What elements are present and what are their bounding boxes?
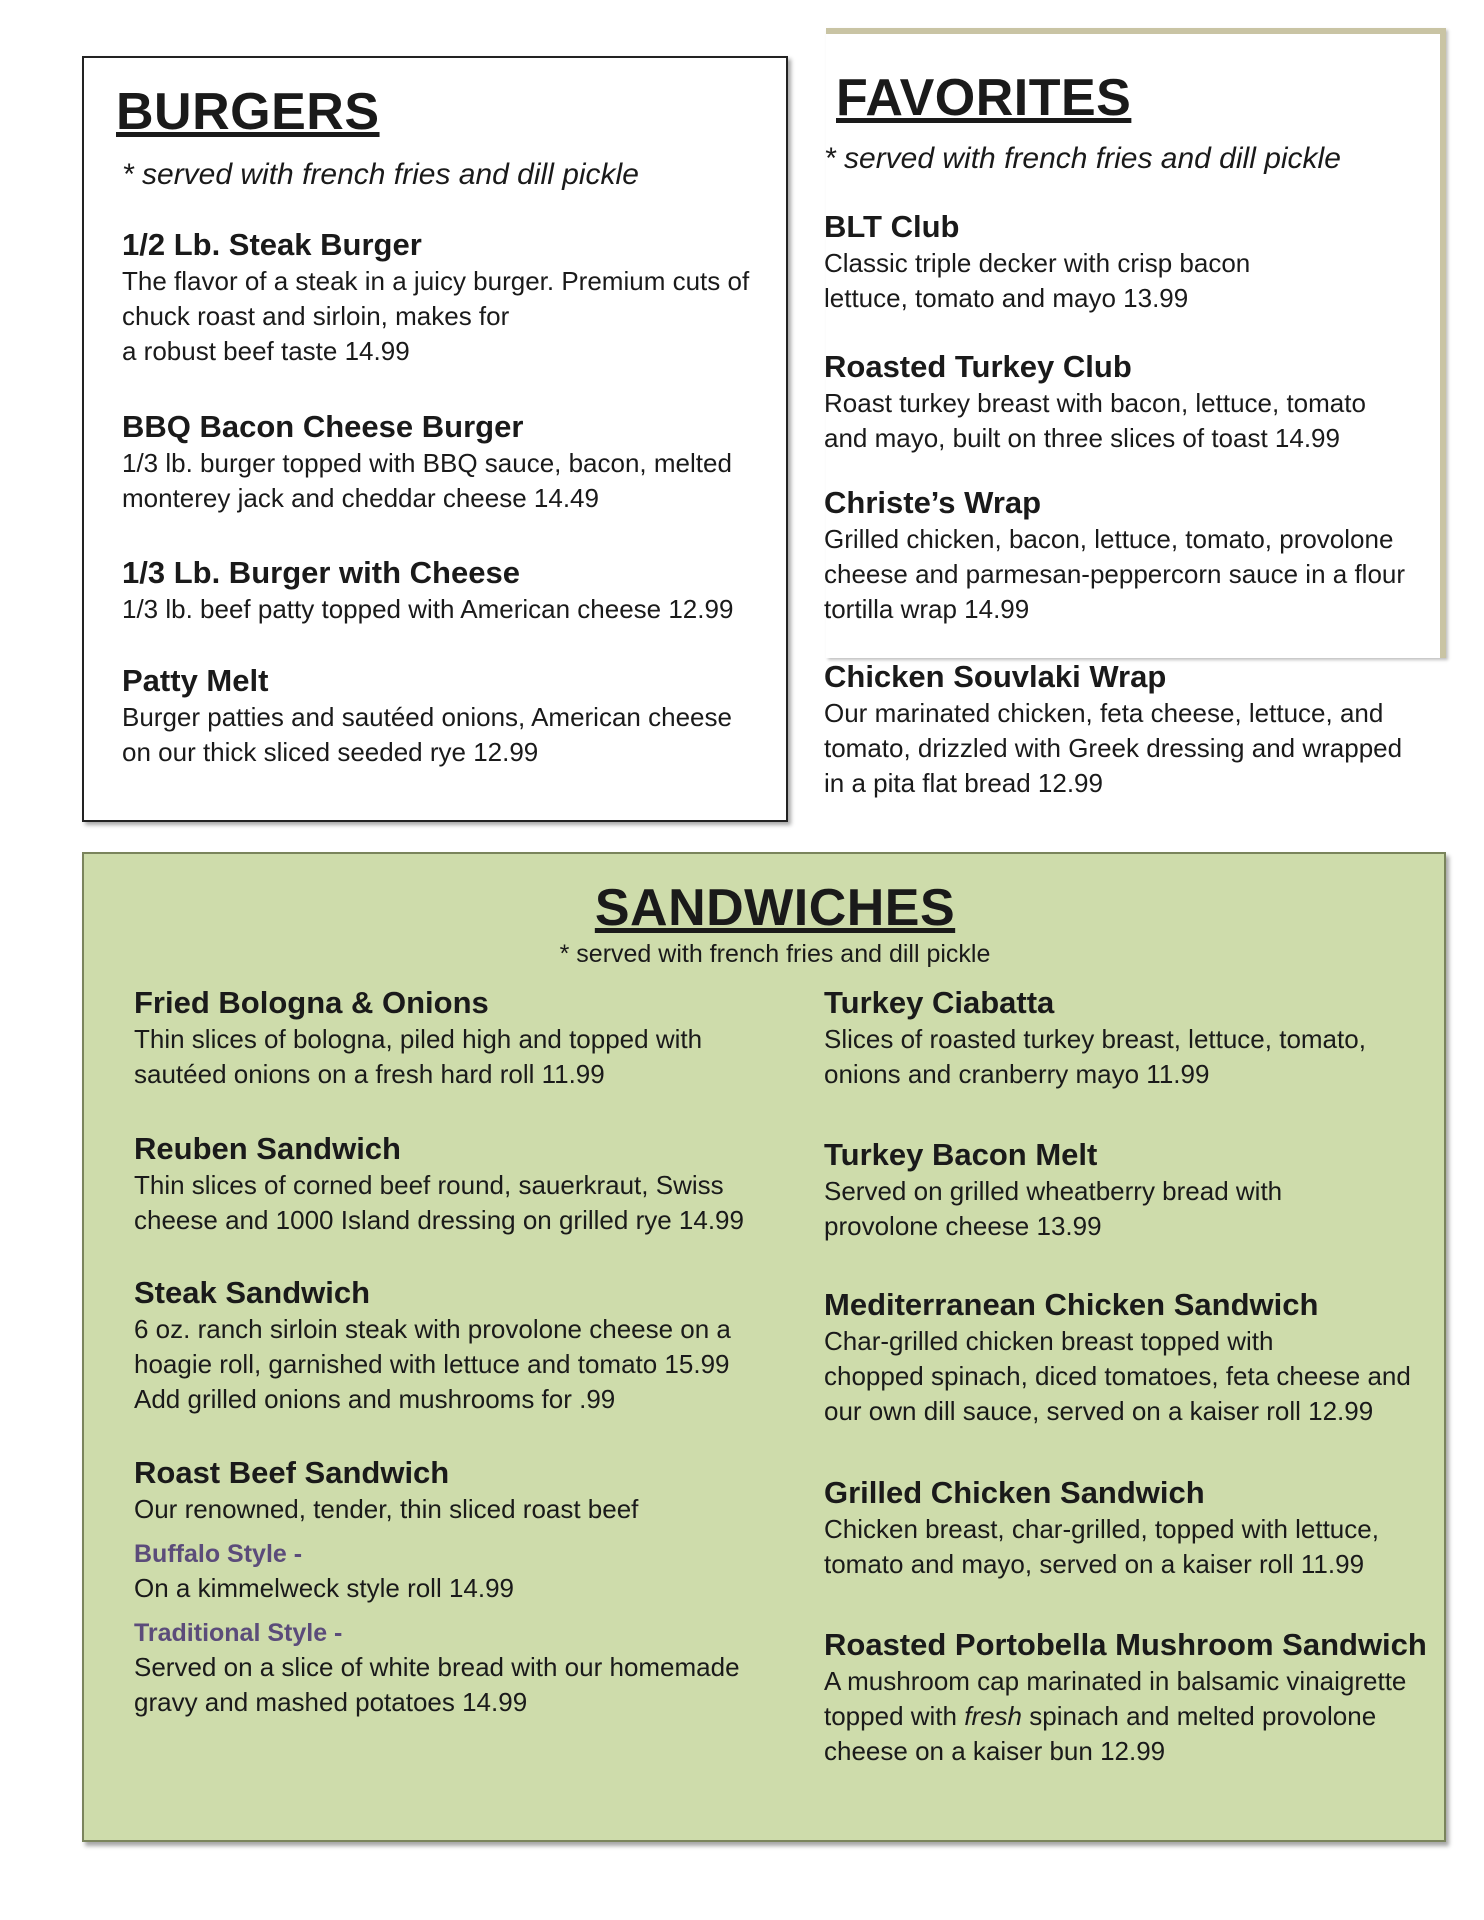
item-desc-line: Classic triple decker with crisp bacon: [824, 248, 1251, 278]
item-desc-line: tortilla wrap 14.99: [824, 594, 1030, 624]
item-name: Turkey Ciabatta: [824, 985, 1055, 1020]
item-name: BBQ Bacon Cheese Burger: [122, 409, 524, 444]
item-desc-line: The flavor of a steak in a juicy burger. Premium cuts of: [122, 266, 750, 296]
menu-item: [824, 1136, 1282, 1244]
menu-item: [122, 408, 732, 516]
item-name: 1/3 Lb. Burger with Cheese: [122, 555, 520, 590]
item-desc-line: onions and cranberry mayo 11.99: [824, 1059, 1210, 1089]
item-name: Roasted Turkey Club: [824, 349, 1132, 384]
item-desc-line: Served on grilled wheatberry bread with: [824, 1176, 1283, 1206]
item-name: Roast Beef Sandwich: [134, 1455, 450, 1490]
item-desc-line: On a kimmelweck style roll 14.99: [134, 1573, 515, 1603]
menu-item: [824, 484, 1405, 627]
item-desc-line: monterey jack and cheddar cheese 14.49: [122, 483, 599, 513]
item-desc-line: Our marinated chicken, feta cheese, lettuce, and: [824, 698, 1384, 728]
burgers-title: BURGERS: [116, 83, 380, 141]
item-desc-line: cheese and 1000 Island dressing on grilled rye 14.99: [134, 1205, 744, 1235]
item-desc-line: A mushroom cap marinated in balsamic vinaigrette: [824, 1666, 1407, 1696]
item-desc-line: 6 oz. ranch sirloin steak with provolone cheese on a: [134, 1314, 731, 1344]
item-desc-line: and mayo, built on three slices of toast 14.99: [824, 423, 1340, 453]
item-desc-line: Our renowned, tender, thin sliced roast beef: [134, 1494, 639, 1524]
item-desc-line: chopped spinach, diced tomatoes, feta cheese and: [824, 1361, 1411, 1391]
item-desc-line: cheese and parmesan-peppercorn sauce in a flour: [824, 559, 1406, 589]
favorites-subtitle: * served with french fries and dill pickle: [824, 142, 1341, 175]
item-desc-line: [824, 1699, 1427, 1734]
favorites-title: FAVORITES: [836, 69, 1132, 127]
item-desc-line: Thin slices of corned beef round, sauerkraut, Swiss: [134, 1170, 724, 1200]
item-desc-line: 1/3 lb. burger topped with BBQ sauce, bacon, melted: [122, 448, 732, 478]
item-desc-line: Served on a slice of white bread with our homemade: [134, 1652, 740, 1682]
desc-text: spinach and melted provolone: [1022, 1701, 1377, 1731]
item-desc-line: Slices of roasted turkey breast, lettuce, tomato,: [824, 1024, 1366, 1054]
menu-item: [824, 1626, 1427, 1769]
item-desc-line: tomato and mayo, served on a kaiser roll 11.99: [824, 1549, 1365, 1579]
item-desc-line: gravy and mashed potatoes 14.99: [134, 1687, 528, 1717]
item-name: Mediterranean Chicken Sandwich: [824, 1287, 1319, 1322]
item-desc-line: lettuce, tomato and mayo 13.99: [824, 283, 1189, 313]
menu-item: [824, 1474, 1379, 1582]
menu-item: [824, 1286, 1411, 1429]
menu-item: [122, 226, 749, 369]
menu-item: [824, 658, 1402, 801]
item-desc-line: hoagie roll, garnished with lettuce and tomato 15.99: [134, 1349, 730, 1379]
desc-emphasis: fresh: [964, 1701, 1023, 1731]
menu-item: [134, 1274, 731, 1417]
menu-item: [824, 348, 1366, 456]
item-desc-line: Char-grilled chicken breast topped with: [824, 1326, 1274, 1356]
item-name: Patty Melt: [122, 663, 269, 698]
item-desc-line: a robust beef taste 14.99: [122, 336, 410, 366]
item-name: Steak Sandwich: [134, 1275, 371, 1310]
item-desc-line: Roast turkey breast with bacon, lettuce, tomato: [824, 388, 1366, 418]
menu-item: [134, 984, 702, 1092]
item-name: BLT Club: [824, 209, 960, 244]
sandwiches-title: SANDWICHES: [594, 879, 956, 937]
desc-text: topped with: [824, 1701, 965, 1731]
item-desc-line: our own dill sauce, served on a kaiser roll 12.99: [824, 1396, 1374, 1426]
menu-item: [134, 1454, 740, 1720]
item-desc-line: provolone cheese 13.99: [824, 1211, 1102, 1241]
sandwiches-subtitle: * served with french fries and dill pickle: [559, 940, 991, 968]
item-name: Roasted Portobella Mushroom Sandwich: [824, 1627, 1427, 1662]
menu-item: [824, 208, 1250, 316]
style-label: Traditional Style -: [134, 1619, 343, 1647]
item-desc-line: Add grilled onions and mushrooms for .99: [134, 1384, 616, 1414]
item-name: Chicken Souvlaki Wrap: [824, 659, 1167, 694]
item-desc-line: Burger patties and sautéed onions, American cheese: [122, 702, 732, 732]
item-desc-line: tomato, drizzled with Greek dressing and wrapped: [824, 733, 1403, 763]
item-name: Reuben Sandwich: [134, 1131, 401, 1166]
item-desc-line: Grilled chicken, bacon, lettuce, tomato, provolone: [824, 524, 1394, 554]
item-name: 1/2 Lb. Steak Burger: [122, 227, 422, 262]
item-desc-line: Chicken breast, char-grilled, topped with lettuce,: [824, 1514, 1379, 1544]
menu-item: [122, 662, 732, 770]
item-desc-line: 1/3 lb. beef patty topped with American cheese 12.99: [122, 594, 734, 624]
item-name: Christe’s Wrap: [824, 485, 1042, 520]
menu-item: [134, 1130, 744, 1238]
item-name: Turkey Bacon Melt: [824, 1137, 1098, 1172]
item-name: Grilled Chicken Sandwich: [824, 1475, 1205, 1510]
menu-item: [824, 984, 1366, 1092]
menu-item: [122, 554, 733, 627]
item-desc-line: chuck roast and sirloin, makes for: [122, 301, 510, 331]
item-name: Fried Bologna & Onions: [134, 985, 489, 1020]
item-desc-line: on our thick sliced seeded rye 12.99: [122, 737, 539, 767]
item-desc-line: in a pita flat bread 12.99: [824, 768, 1103, 798]
style-label: Buffalo Style -: [134, 1540, 303, 1568]
burgers-subtitle: * served with french fries and dill pickle: [122, 158, 639, 191]
item-desc-line: sautéed onions on a fresh hard roll 11.99: [134, 1059, 605, 1089]
item-desc-line: Thin slices of bologna, piled high and topped with: [134, 1024, 703, 1054]
item-desc-line: cheese on a kaiser bun 12.99: [824, 1736, 1166, 1766]
